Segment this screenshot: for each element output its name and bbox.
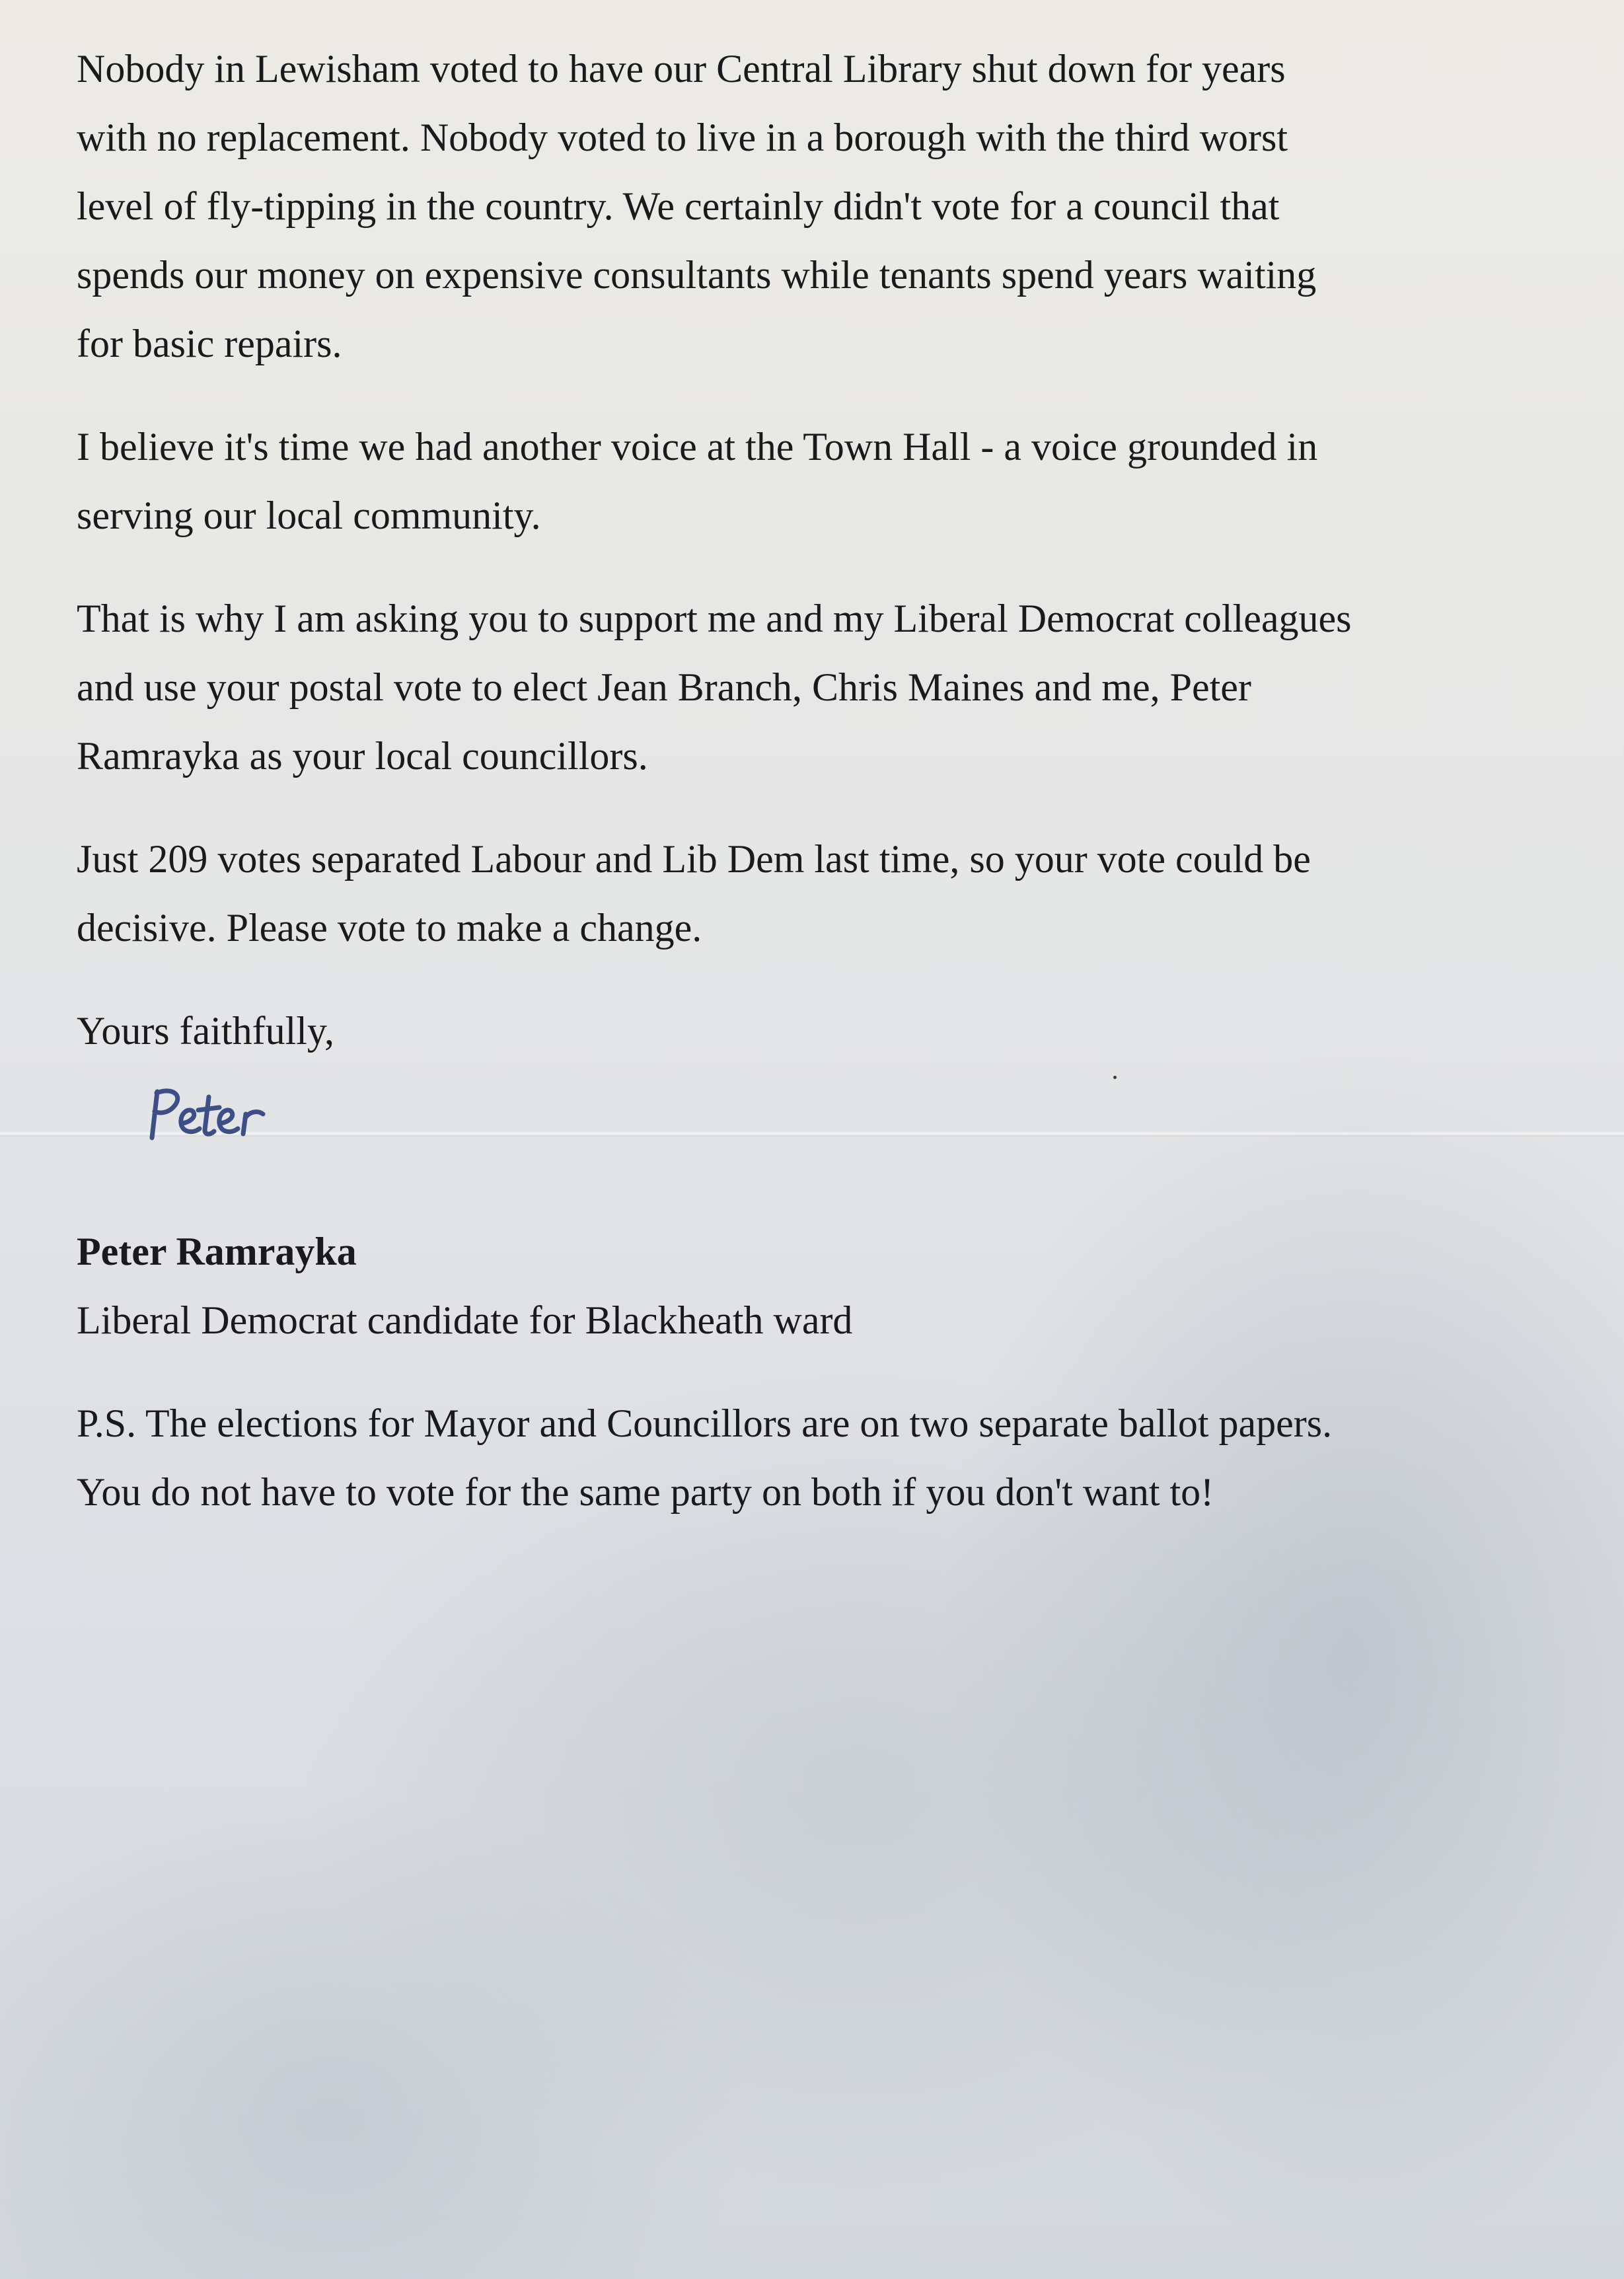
postscript: P.S. The elections for Mayor and Councillors are on two separate ballot papers. You do not have to vote for the same party on both if you don't want to! [77, 1401, 1333, 1514]
signature-peter-icon [143, 1077, 288, 1156]
handwritten-signature [77, 1065, 1583, 1217]
signer-title: Liberal Democrat candidate for Blackheath ward [77, 1298, 853, 1342]
signer-name: Peter Ramrayka [77, 1230, 357, 1273]
paragraph-209-votes: Just 209 votes separated Labour and Lib Dem last time, so your vote could be decisive. Please vote to make a change. [77, 837, 1311, 950]
paragraph-town-hall-voice: I believe it's time we had another voice at the Town Hall - a voice grounded in serving our local community. [77, 425, 1318, 537]
paragraph-library-flytipping: Nobody in Lewisham voted to have our Central Library shut down for years with no replacement. Nobody voted to live in a borough with the third worst level of fly-tipping in the country. We certainly didn't vote for a council that spends our money on expensive consultants while tenants spend years waiting for basic repairs. [77, 47, 1317, 365]
paragraph-postal-vote-appeal: That is why I am asking you to support me and my Liberal Democrat colleagues and use your postal vote to elect Jean Branch, Chris Maines and me, Peter Ramrayka as your local councillors. [77, 597, 1352, 778]
closing-salutation: Yours faithfully, [77, 1009, 335, 1053]
letter-body [77, 34, 1583, 1526]
